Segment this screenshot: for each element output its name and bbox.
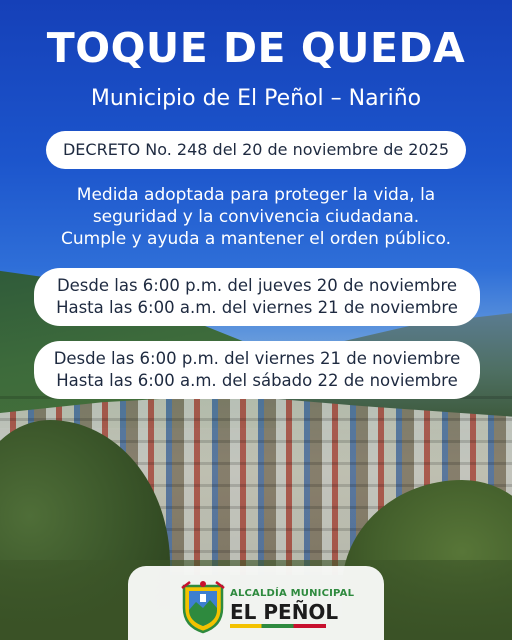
decree-badge: DECRETO No. 248 del 20 de noviembre de 2025 xyxy=(46,131,466,169)
schedule-to: Hasta las 6:00 a.m. del sábado 22 de noviembre xyxy=(56,371,458,390)
municipal-shield-icon xyxy=(180,580,226,634)
municipal-logo-card xyxy=(128,566,384,640)
poster-title: TOQUE DE QUEDA xyxy=(46,24,466,72)
intro-text xyxy=(0,184,512,250)
intro-line: seguridad y la convivencia ciudadana. xyxy=(92,207,420,227)
schedule-from: Desde las 6:00 p.m. del jueves 20 de noviembre xyxy=(56,276,458,295)
intro-line: Medida adoptada para proteger la vida, la xyxy=(76,185,436,205)
logo-flag-stripe xyxy=(230,624,326,628)
schedule-block-2 xyxy=(34,341,480,399)
logo-municipality-name: EL PEÑOL xyxy=(230,600,339,624)
schedule-to: Hasta las 6:00 a.m. del viernes 21 de noviembre xyxy=(56,298,458,317)
schedule-block-1 xyxy=(34,268,480,326)
intro-line: Cumple y ayuda a mantener el orden público. xyxy=(61,229,451,249)
logo-org-label: ALCALDÍA MUNICIPAL xyxy=(230,588,355,599)
poster-subtitle: Municipio de El Peñol – Nariño xyxy=(90,86,422,111)
schedule-from: Desde las 6:00 p.m. del viernes 21 de noviembre xyxy=(53,349,461,368)
